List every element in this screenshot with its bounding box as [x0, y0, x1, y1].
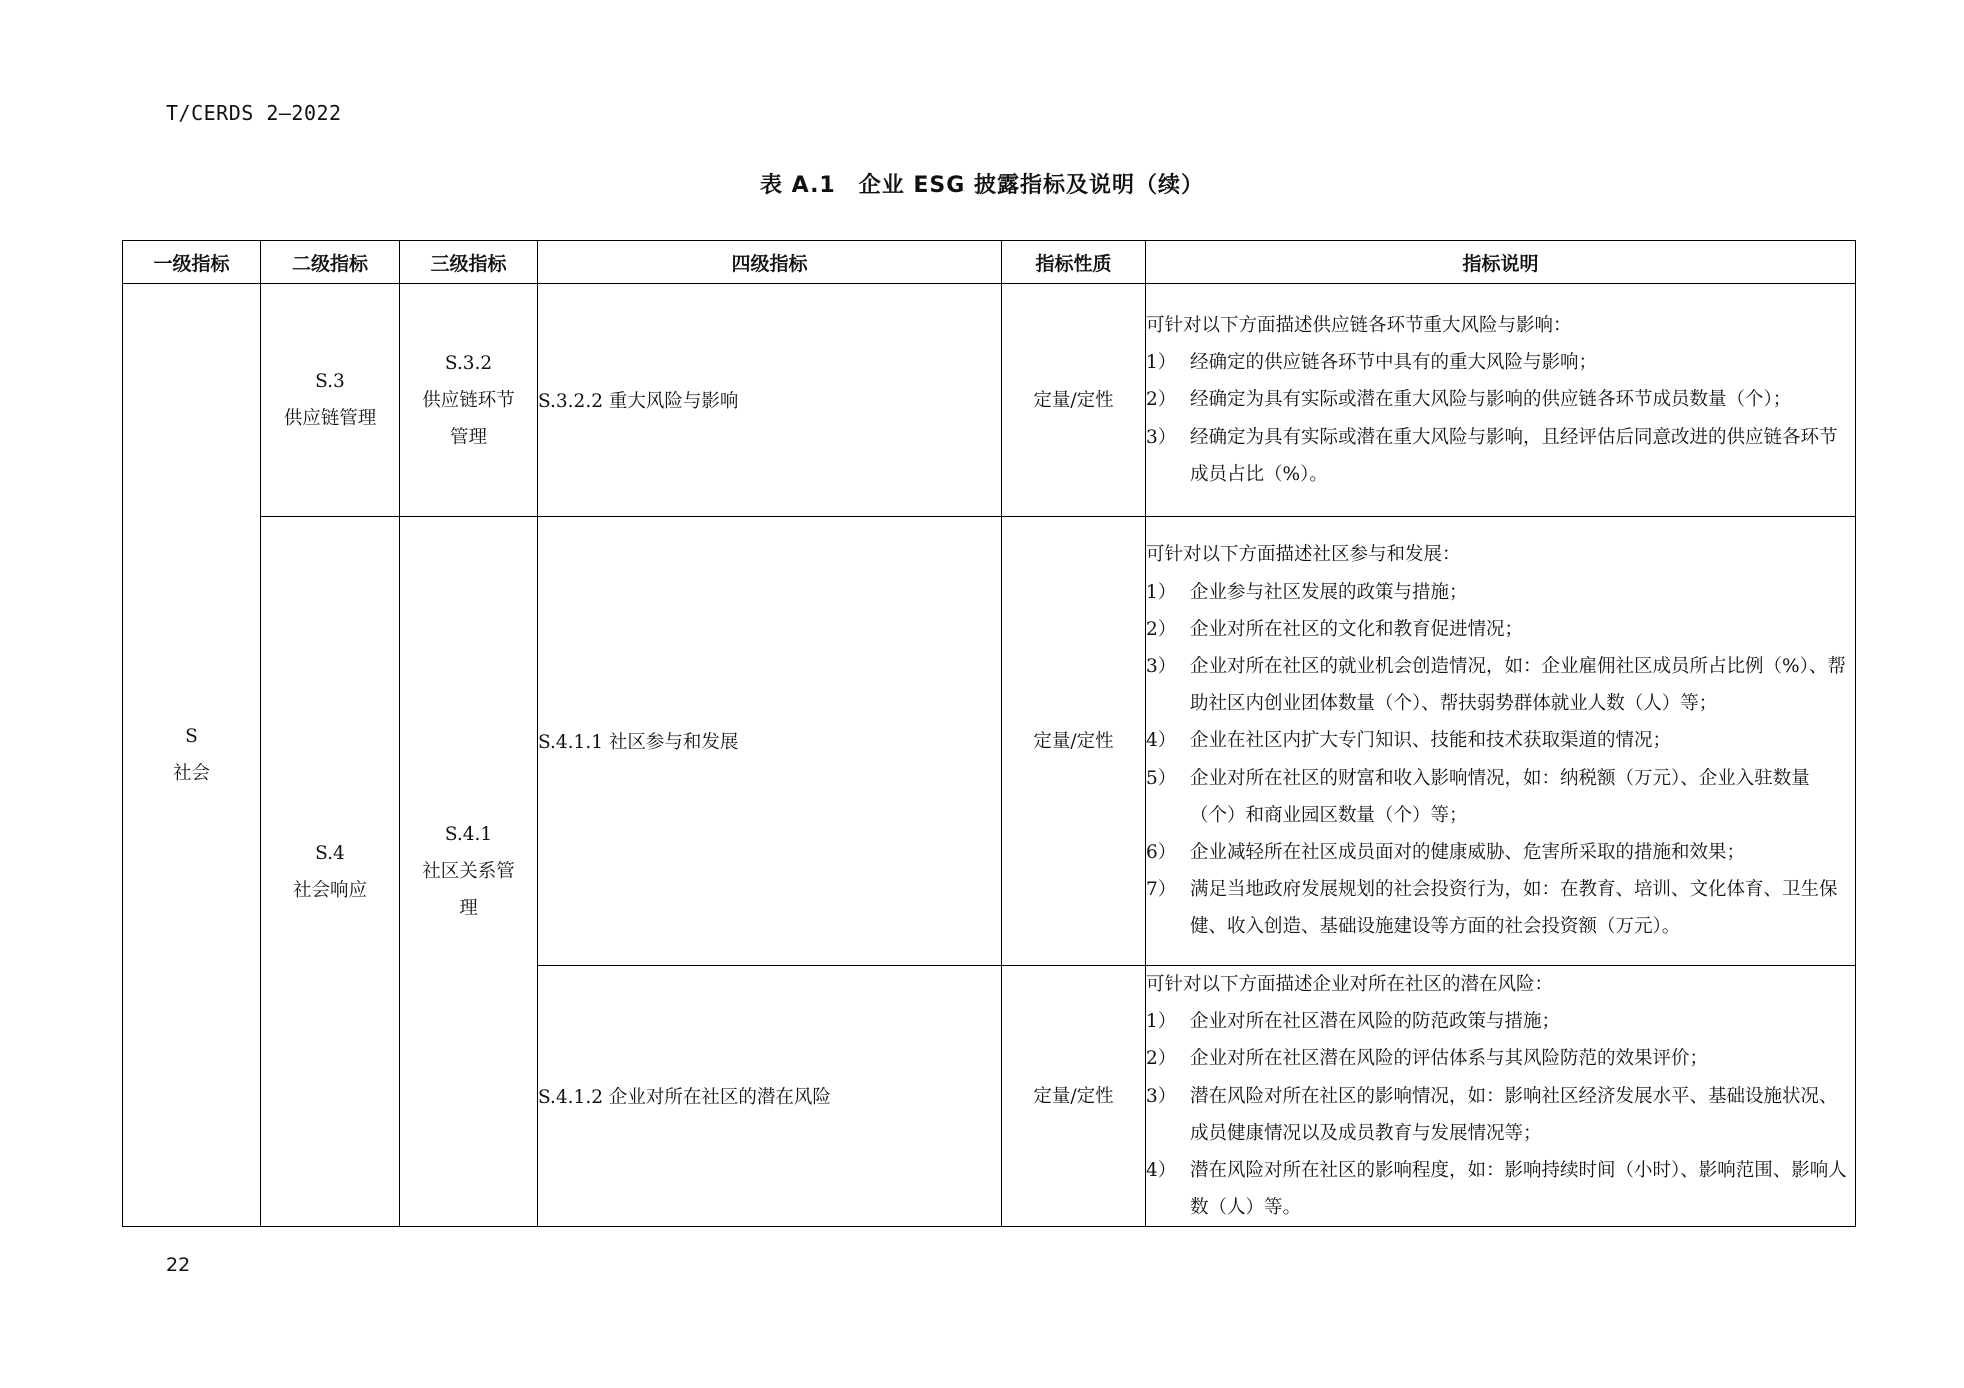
- level2-cell: [261, 284, 400, 517]
- level4-cell: S.4.1.1 社区参与和发展: [538, 517, 1002, 966]
- description-cell: [1146, 966, 1856, 1227]
- description-item: [1146, 1152, 1855, 1226]
- item-text: 经确定的供应链各环节中具有的重大风险与影响；: [1190, 352, 1598, 374]
- item-number: 3）: [1146, 655, 1177, 677]
- description-cell: [1146, 284, 1856, 517]
- level3-name-line: 社区关系管: [422, 861, 515, 883]
- column-header: 二级指标: [261, 241, 400, 284]
- level3-name-line: 供应链环节: [422, 389, 515, 411]
- level2-cell: [261, 517, 400, 1227]
- description-item: [1146, 381, 1855, 418]
- standard-code: T/CERDS 2—2022: [166, 101, 342, 125]
- column-header: 指标说明: [1146, 241, 1856, 284]
- page-number: 22: [166, 1254, 191, 1276]
- header-row: [123, 241, 1856, 284]
- table-row: [123, 517, 1856, 966]
- item-text: 企业对所在社区潜在风险的评估体系与其风险防范的效果评价；: [1190, 1048, 1709, 1070]
- level3-code: S.3.2: [444, 352, 493, 374]
- item-text: 满足当地政府发展规划的社会投资行为，如：在教育、培训、文化体育、卫生保健、收入创造、基础设施建设等方面的社会投资额（万元）。: [1190, 879, 1838, 938]
- item-text: 企业对所在社区的财富和收入影响情况，如：纳税额（万元）、企业入驻数量（个）和商业园区数量（个）等；: [1190, 767, 1810, 826]
- item-number: 1）: [1146, 1011, 1177, 1033]
- item-text: 企业参与社区发展的政策与措施；: [1190, 581, 1468, 603]
- level3-cell: [400, 284, 538, 517]
- description-item: [1146, 722, 1855, 759]
- item-text: 潜在风险对所在社区的影响程度，如：影响持续时间（小时）、影响范围、影响人数（人）等。: [1190, 1160, 1847, 1219]
- nature-cell: 定量/定性: [1002, 966, 1146, 1227]
- item-text: 企业对所在社区的就业机会创造情况，如：企业雇佣社区成员所占比例（%）、帮助社区内创业团体数量（个）、帮扶弱势群体就业人数（人）等；: [1190, 655, 1846, 715]
- column-header: 指标性质: [1002, 241, 1146, 284]
- item-text: 企业对所在社区的文化和教育促进情况；: [1190, 618, 1524, 640]
- description-item: [1146, 419, 1855, 493]
- item-number: 7）: [1146, 879, 1177, 901]
- esg-indicator-table: [122, 240, 1856, 1227]
- item-text: 企业对所在社区潜在风险的防范政策与措施；: [1190, 1011, 1561, 1033]
- table-title: 表 A.1 企业 ESG 披露指标及说明（续）: [759, 173, 1204, 198]
- level2-name: 社会响应: [292, 879, 367, 901]
- description-item: [1146, 648, 1855, 722]
- description-cell: [1146, 517, 1856, 966]
- column-header: 四级指标: [538, 241, 1002, 284]
- column-header: 一级指标: [123, 241, 261, 284]
- level1-name: 社会: [172, 763, 210, 785]
- level3-name-line: 理: [459, 898, 478, 920]
- description-intro: 可针对以下方面描述企业对所在社区的潜在风险：: [1146, 974, 1554, 995]
- level3-name-line: 管理: [449, 426, 487, 448]
- item-number: 4）: [1146, 1160, 1177, 1182]
- level4-cell: S.4.1.2 企业对所在社区的潜在风险: [538, 966, 1002, 1227]
- item-number: 3）: [1146, 1085, 1177, 1107]
- item-text: 企业在社区内扩大专门知识、技能和技术获取渠道的情况；: [1190, 730, 1672, 752]
- level2-name: 供应链管理: [283, 408, 377, 429]
- nature-cell: 定量/定性: [1002, 517, 1146, 966]
- level2-code: S.4: [315, 842, 345, 864]
- level3-code: S.4.1: [444, 824, 493, 846]
- description-intro: 可针对以下方面描述供应链各环节重大风险与影响：: [1146, 314, 1572, 336]
- description-item: [1146, 871, 1855, 945]
- description-item: [1146, 1078, 1855, 1152]
- item-number: 2）: [1146, 618, 1177, 640]
- item-text: 经确定为具有实际或潜在重大风险与影响，且经评估后同意改进的供应链各环节成员占比（%）。: [1190, 426, 1838, 485]
- column-header: 三级指标: [400, 241, 538, 284]
- item-number: 3）: [1146, 426, 1177, 448]
- description-item: [1146, 1003, 1855, 1040]
- item-number: 1）: [1146, 581, 1177, 603]
- description-item: [1146, 1040, 1855, 1077]
- item-number: 5）: [1146, 767, 1177, 789]
- description-item: [1146, 834, 1855, 871]
- description-item: [1146, 344, 1855, 381]
- description-item: [1146, 574, 1855, 611]
- item-number: 1）: [1146, 352, 1177, 374]
- level1-cell: [123, 284, 261, 1227]
- item-number: 2）: [1146, 1048, 1177, 1070]
- table-row: [123, 284, 1856, 517]
- item-number: 2）: [1146, 389, 1177, 411]
- item-text: 经确定为具有实际或潜在重大风险与影响的供应链各环节成员数量（个）；: [1190, 389, 1792, 411]
- description-intro: 可针对以下方面描述社区参与和发展：: [1146, 544, 1461, 566]
- description-item: [1146, 611, 1855, 648]
- nature-cell: 定量/定性: [1002, 284, 1146, 517]
- item-number: 4）: [1146, 730, 1177, 752]
- item-text: 企业减轻所在社区成员面对的健康威胁、危害所采取的措施和效果；: [1190, 842, 1746, 863]
- level1-code: S: [185, 726, 198, 748]
- item-number: 6）: [1146, 842, 1177, 863]
- level4-cell: S.3.2.2 重大风险与影响: [538, 284, 1002, 517]
- level2-code: S.3: [315, 371, 345, 392]
- level3-cell: [400, 517, 538, 1227]
- item-text: 潜在风险对所在社区的影响情况，如：影响社区经济发展水平、基础设施状况、成员健康情况以及成员教育与发展情况等；: [1190, 1085, 1838, 1144]
- description-item: [1146, 760, 1855, 834]
